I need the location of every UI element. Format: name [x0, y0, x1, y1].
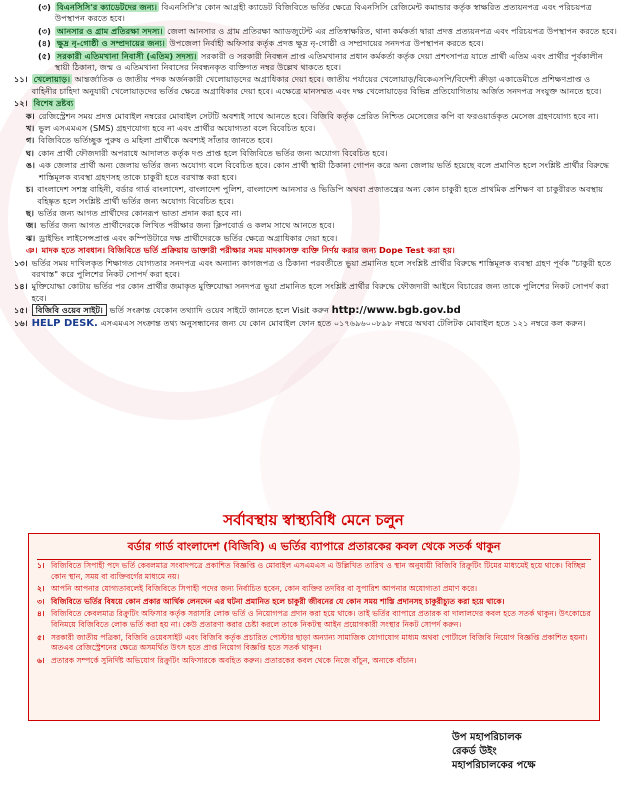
item-ansar: (৩) আনসার ও গ্রাম প্রতিরক্ষা সদস্য। জেলা আনসার ও গ্রাম প্রতিরক্ষা অ্যাডজুটেন্ট এর প্রতিস্বাক্ষরিত, থানা কর্মকর্তা দ্বারা প্রদত্ত প্রত্যয়নপত্র এবং পরিচয়পত্র উপস্থাপন করতে হবে।	[38, 25, 617, 36]
item-ethnic: (৪) ক্ষুদ্র নৃ-গোষ্ঠী ও সম্প্রদায়ের জন্য। উপজেলা নির্বাহী অফিসার কর্তৃক প্রদত্ত ক্ষুদ্র নৃ-গোষ্ঠী ও সম্প্রদায়ের সনদপত্র উপস্থাপন করতে হবে।	[38, 38, 484, 49]
section-website: ১৫। বিজিবি ওয়েব সাইট। ভর্তি সংক্রান্ত যেকোন তথ্যাদি ওয়েব সাইটে জানতে হলে Visit করুন http://www.bgb.gov.bd	[14, 305, 461, 317]
note-kh: খ। ভুল এসএমএস (SMS) গ্রহণযোগ্য হবে না এবং প্রার্থীর অযোগ্যতা বলে বিবেচিত হবে।	[26, 123, 316, 134]
fraud-warning-heading: বর্ডার গার্ড বাংলাদেশ (বিজিবি) এ ভর্তির ব্যাপারে প্রতারকের কবল থেকে সতর্ক থাকুন	[37, 538, 591, 560]
signatory-wing: রেকর্ড উইং	[452, 746, 497, 757]
section-fake-documents: ১৩। ভর্তির সময় দাখিলকৃত শিক্ষাগত যোগ্যতার সনদপত্র এবং অন্যান্য কাগজপত্র ও ঠিকানা পরবর্তীতে ভুয়া প্রমানিত হলে সংশ্লিষ্ট প্রার্থীর বিরুদ্ধে শাস্তিমূলক ব্যবস্থা গ্রহণ পূর্বক "চাকুরী হতে বরখাস্ত" করে পুলিশের নিকট সোপর্দ করা হবে।	[14, 257, 612, 279]
signatory-behalf: মহাপরিচালকের পক্ষে	[452, 760, 536, 771]
item-title: বিএনসিসি'র ক্যাডেটদের জন্য।	[56, 2, 157, 12]
item-title: সরকারী এতিমখানা নিবাসী (এতিম) সদস্য।	[56, 50, 197, 61]
fraud-point: ৫। সরকারী জাতীয় পত্রিকা, বিজিবি ওয়েবসাইট এবং বিজিবি কর্তৃক প্রচারিত পোস্টার ছাড়া অন্যান্য সামাজিক যোগাযোগ মাধ্যম অথবা পোর্টালে বিজিবি নিয়োগ বিজ্ঞপ্তি প্রকাশিত হয়না। অতএব রেজিস্ট্রেশনের ক্ষেত্রে অসমর্থিত উৎস হতে প্রাপ্ত নিয়োগ বিজ্ঞপ্তি হতে সতর্ক থাকুন।	[37, 632, 588, 653]
item-bnc-cadet: (৩) বিএনসিসি'র ক্যাডেটদের জন্য। বিএনসিসি'র কোন আগ্রহী ক্যাডেট বিজিবিতে ভর্তির ক্ষেত্রে বিএনসিসি রেজিমেন্ট কমান্ডার কর্তৃক স্বাক্ষরিত প্রত্যয়নপত্র এবং পরিচয়পত্র উপস্থাপন করতে হবে।	[38, 2, 592, 24]
health-guideline-banner: সর্বাবস্থায় স্বাস্থ্যবিধি মেনে চলুন	[223, 511, 404, 529]
note-gh: ঘ। কোন প্রার্থী ফৌজদারী অপরাধে আদালত কর্তৃক দণ্ড প্রাপ্ত হলে বিজিবিতে ভর্তির জন্য অযোগ্য বিবেচিত হবে।	[26, 147, 388, 158]
section-help-desk: ১৬। HELP DESK. এসএমএস সংক্রান্ত তথ্য অনুসন্ধানের জন্য যে কোন মোবাইল ফোন হতে ০১৭৬৯৬০০৮৯৮ নম্বরে অথবা টেলিটক মোবাইল হতে ১২১ নম্বরে কল করুন।	[14, 317, 586, 329]
website-link[interactable]: http://www.bgb.gov.bd	[331, 305, 461, 317]
note-j: জ। ভর্তির জন্য আগত প্রার্থীদেরকে লিখিত পরীক্ষার জন্য ক্লিপবোর্ড ও কলম সাথে আনতে হবে।	[26, 220, 335, 231]
section-title: বিজিবি ওয়েব সাইট।	[32, 304, 107, 316]
fraud-warning-box	[28, 533, 600, 721]
section-special-note: ১২। বিশেষ দ্রষ্টব্য	[14, 98, 74, 109]
note-u: ঙ। এক জেলার প্রার্থী অন্য জেলায় ভর্তির জন্য অযোগ্য বলে বিবেচিত হবে। কোন প্রার্থী স্থায়ী ঠিকানা গোপন করে অন্য জেলায় ভর্তি হয়েছে বলে প্রমাণিত হলে সংশ্লিষ্ট প্রার্থীর বিরুদ্ধে শাস্তিমূলক ব্যবস্থা গ্রহণসহ তাকে চাকুরী হতে বরখাস্ত করা হবে।	[26, 160, 609, 182]
fraud-warning-list	[37, 561, 593, 668]
section-title: খেলোয়াড়।	[33, 74, 70, 85]
fraud-point: ৪। বিজিবিতে কেবলমাত্র রিক্রুটিং অফিসার কর্তৃক সরাসরি লোক ভর্তি ও নিয়োগপত্র প্রদান করা হয়ে থাকে। তাই ভর্তির ব্যাপারে প্রতারক বা দালালদের কবল হতে সতর্ক থাকুন। উৎকোচের বিনিময়ে বিজিবিতে লোক ভর্তি করা হয় না। কেউ প্রতারণা করার চেষ্টা করলে তাকে নিকটস্থ আইন প্রয়োগকারী সংস্থার নিকট সোপর্দ করুন।	[37, 609, 591, 629]
note-k: ক। রেজিস্ট্রেশন সময় প্রদত্ত মোবাইল নম্বরের মোবাইল সেটটি অবশ্যই সাথে আনতে হবে। বিজিবি কর্তৃক প্রেরিত নিশ্চিত মেসেজের কপি বা ফরওয়ার্ডকৃত মেসেজ গ্রহণযোগ্য হবে না।	[26, 110, 599, 121]
signature-block	[452, 731, 536, 773]
section-sportsmen: ১১। খেলোয়াড়। আন্তর্জাতিক ও জাতীয় পদক অর্জনকারী খেলোয়াড়দের অগ্রাধিকার দেয়া হবে। জাতীয় পর্যায়ের খেলোয়াড়/বিকেএসপি/বিদেশী ক্রীড়া একাডেমীতে প্রশিক্ষণপ্রাপ্ত ও বাহিনীর চাহিদা অনুযায়ী খেলোয়াড়দের ভর্তির ক্ষেত্রে অগ্রাধিকার দেয়া হবে। এক্ষেত্রে মানসম্মত এবং দক্ষ খেলোয়াড়ের বিভিন্ন প্রতিযোগিতায় অর্জিত সনদপত্র সংযুক্ত আনতে হবে।	[14, 74, 602, 96]
fraud-point: ৩। বিজিবিতে ভর্তির বিষয়ে কোন প্রকার আর্থিক লেনদেন এর ঘটনা প্রমানিত হলে চাকুরী জীবনের যে কোন সময় শাস্তি প্রদানসহ চাকুরীচ্যুত করা হয়ে থাকে।	[37, 596, 505, 606]
note-chh: ছ। ভর্তির জন্য আগত প্রার্থীদের কোনরূপ ভাতা প্রদান করা হবে না।	[26, 207, 242, 218]
notice-body	[14, 2, 618, 329]
section-title: বিশেষ দ্রষ্টব্য	[33, 98, 74, 109]
section-freedom-fighter-quota: ১৪। মুক্তিযোদ্ধা কোটায় ভর্তির পর কোন প্রার্থীর জমাকৃত মুক্তিযোদ্ধা সনদপত্র ভুয়া প্রমানিত হলে সংশ্লিষ্ট প্রার্থীর বিরুদ্ধে ফৌজদারী আইনে বিচারের জন্য তাকে পুলিশের নিকট সোপর্দ করা হবে।	[14, 281, 609, 303]
signatory-title: উপ মহাপরিচালক	[452, 732, 522, 743]
note-drug-warning: ঞ। মাদক হতে সাবধান। বিজিবিতে ভর্তি প্রক্রিয়ায় ডাক্তারী পরীক্ষার সময় মাদকাসক্ত ব্যক্তি নির্ণয় করার জন্য Dope Test করা হয়।	[26, 245, 455, 256]
note-ch: চ। বাংলাদেশ সশস্ত্র বাহিনী, বর্ডার গার্ড বাংলাদেশ, বাংলাদেশ পুলিশ, বাংলাদেশ আনসার ও ভিডিপি অথবা প্রজাতন্ত্রের অন্য কোন চাকুরী হতে প্রাথমিক প্রশিক্ষণ বা চাকুরীরত অবস্থায় বহিষ্কৃত হলে সংশ্লিষ্ট প্রার্থী ভর্তির জন্য অযোগ্য বিবেচিত হবে।	[26, 184, 604, 206]
help-desk-title: HELP DESK.	[31, 317, 98, 329]
item-title: আনসার ও গ্রাম প্রতিরক্ষা সদস্য।	[56, 25, 163, 36]
fraud-point: ৬। প্রতারক সম্পর্কে সুনির্দিষ্ট অভিযোগ রিক্রুটিং অফিসারকে অবহিত করুন। প্রতারকের কবল থেকে নিজে বাঁচুন, অন্যকে বাঁচান।	[37, 655, 417, 665]
item-orphan: (৫) সরকারী এতিমখানা নিবাসী (এতিম) সদস্য। সরকারী ও সরকারী নিবন্ধন প্রাপ্ত এতিমখানার প্রধান কর্মকর্তা কর্তৃক দেয়া প্রশংসাপত্র যাতে প্রার্থী এতিম এবং প্রার্থীর পূর্বকালীন স্থায়ী ঠিকানা, জন্ম ও এতিমখানা নিবাসের নিবন্ধনকৃত ব্যক্তিগত নম্বর উল্লেখ থাকতে হবে।	[38, 50, 603, 73]
item-title: ক্ষুদ্র নৃ-গোষ্ঠী ও সম্প্রদায়ের জন্য।	[56, 38, 165, 49]
fraud-point: ১। বিজিবিতে সিপাহী পদে ভর্তি কেবলমাত্র সংবাদপত্রে প্রকাশিত বিজ্ঞপ্তি ও মোবাইল এসএমএস এ উল্লিখিত তারিখ ও স্থান অনুযায়ী বিজিবি রিক্রুটিং টিমের মাধ্যমেই হয়ে থাকে। বিচ্ছিন্ন কোন স্থান, সময় বা ব্যক্তিবর্গের মাধ্যমে নয়।	[37, 561, 586, 581]
fraud-point: ২। আপনি আপনার যোগ্যতাবলেই বিজিবিতে সিপাহী পদের জন্য নির্বাচিত হবেন, কোন ব্যক্তির তদবির বা সুপারিশ আপনার অযোগ্যতা প্রমাণ করে।	[37, 584, 478, 594]
note-g: গ। বিজিবিতে ভর্তিচ্ছুক পুরুষ ও মহিলা প্রার্থীকে অবশ্যই সাঁতার জানতে হবে।	[26, 135, 273, 146]
note-jh: ঝ। ড্রাইভিং লাইসেন্সপ্রাপ্ত এবং কম্পিউটারে দক্ষ প্রার্থীদেরকে ভর্তির ক্ষেত্রে অগ্রাধিকার দেয়া হবে।	[26, 232, 338, 243]
